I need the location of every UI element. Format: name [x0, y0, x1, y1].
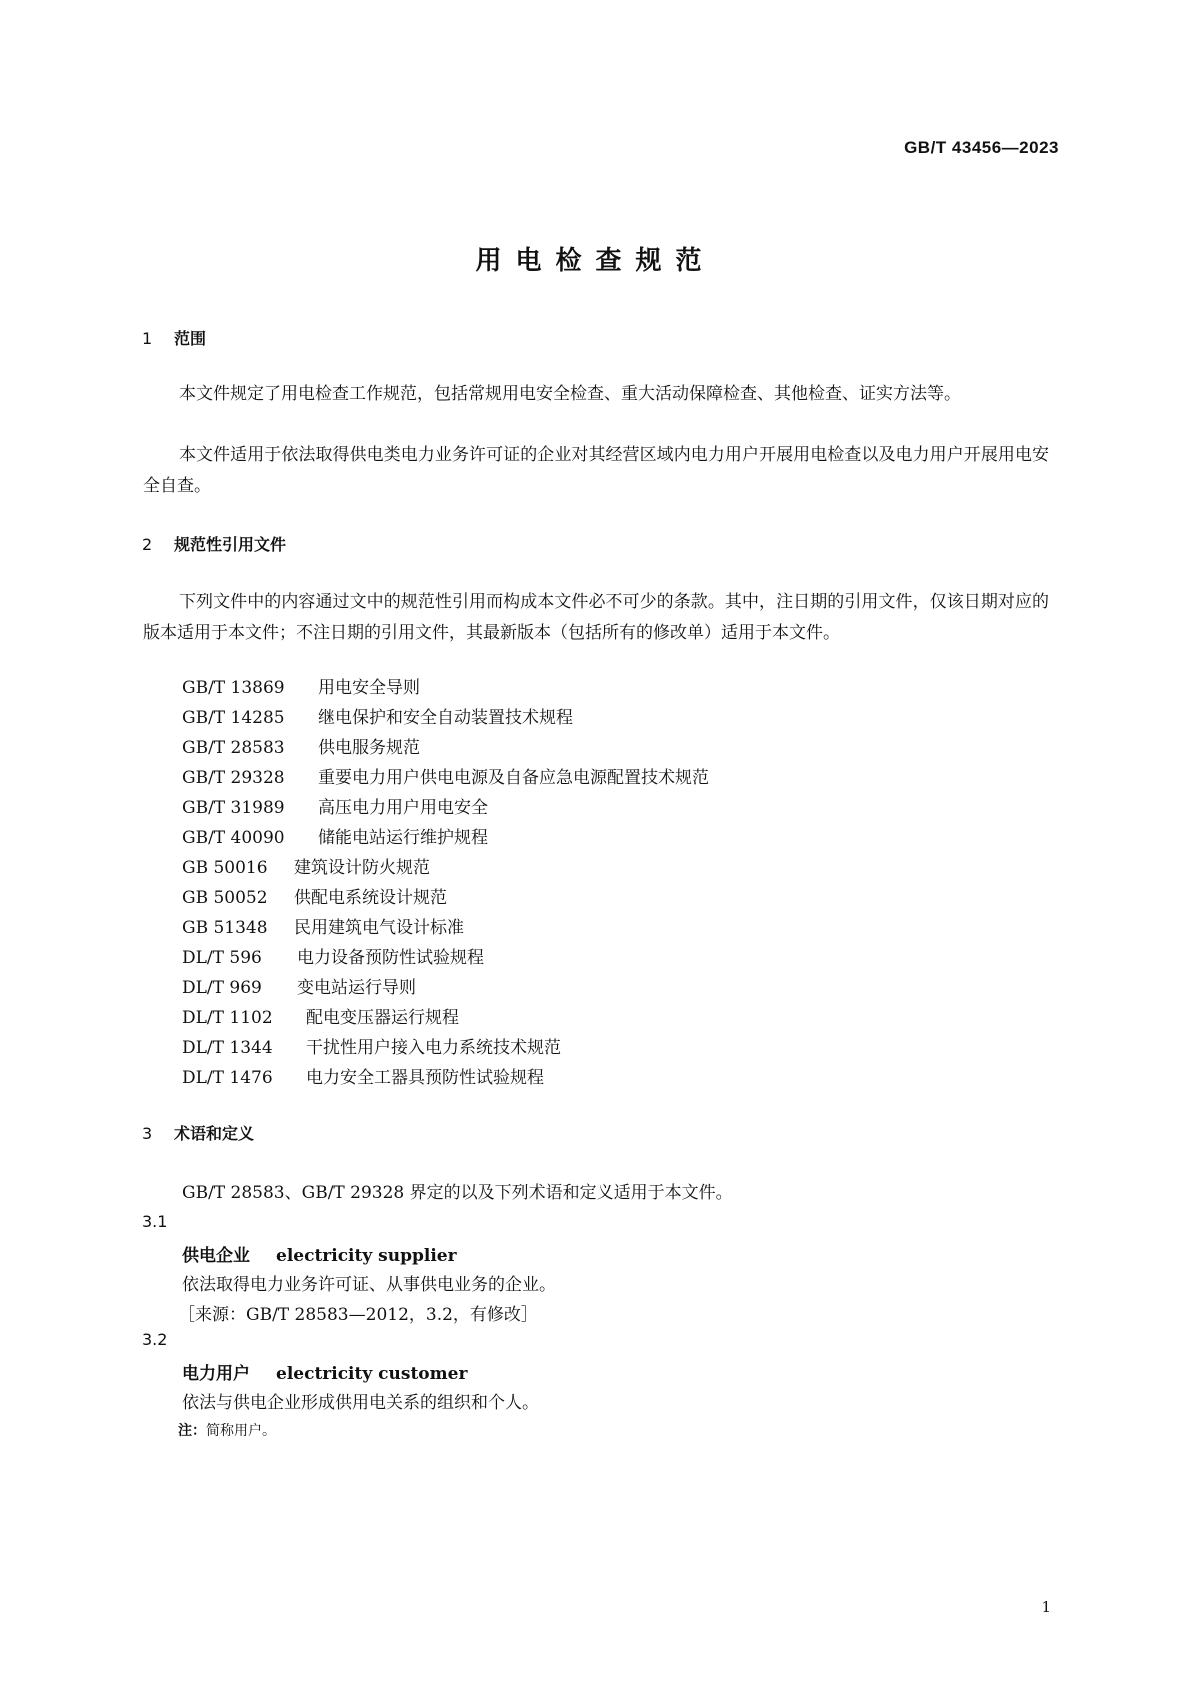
reference-code: GB/T 40090 [182, 828, 285, 848]
section-title: 术语和定义 [174, 1124, 255, 1143]
reference-item [182, 733, 420, 764]
term-number: 3.1 [142, 1212, 168, 1231]
reference-item [182, 763, 709, 794]
reference-code: GB 51348 [182, 918, 268, 938]
term-chinese: 供电企业 [182, 1246, 250, 1266]
section-number: 3 [142, 1124, 153, 1143]
reference-title: 高压电力用户用电安全 [318, 798, 488, 818]
reference-item [182, 943, 484, 974]
reference-code: GB/T 13869 [182, 678, 285, 698]
reference-code: GB/T 31989 [182, 798, 285, 818]
term-note [178, 1420, 276, 1440]
note-text: 简称用户。 [206, 1423, 276, 1439]
reference-title: 干扰性用户接入电力系统技术规范 [306, 1038, 561, 1058]
reference-code: GB 50016 [182, 858, 268, 878]
section-3-intro: GB/T 28583、GB/T 29328 界定的以及下列术语和定义适用于本文件。 [182, 1183, 733, 1203]
reference-title: 建筑设计防火规范 [294, 858, 430, 878]
reference-item [182, 973, 416, 1004]
reference-title: 变电站运行导则 [297, 978, 416, 998]
term-definition: 依法取得电力业务许可证、从事供电业务的企业。 [182, 1275, 556, 1295]
reference-title: 供电服务规范 [318, 738, 420, 758]
reference-item [182, 1033, 561, 1064]
reference-title: 继电保护和安全自动装置技术规程 [318, 708, 573, 728]
standard-code: GB/T 43456—2023 [904, 138, 1059, 157]
term-source: ［来源：GB/T 28583—2012，3.2，有修改］ [178, 1305, 538, 1325]
reference-code: DL/T 1344 [182, 1038, 273, 1058]
reference-code: DL/T 1102 [182, 1008, 273, 1028]
reference-code: DL/T 969 [182, 978, 262, 998]
term-chinese: 电力用户 [182, 1364, 250, 1384]
document-title: 用电检查规范 [475, 246, 716, 276]
term-definition: 依法与供电企业形成供用电关系的组织和个人。 [182, 1393, 539, 1413]
reference-item [182, 703, 573, 734]
term-heading [182, 1241, 457, 1266]
reference-code: GB/T 14285 [182, 708, 285, 728]
section-number: 2 [142, 535, 153, 554]
reference-item [182, 883, 447, 914]
section-2-heading [142, 532, 286, 555]
page-number: 1 [1041, 1598, 1051, 1616]
section-number: 1 [142, 329, 153, 348]
reference-code: DL/T 1476 [182, 1068, 273, 1088]
reference-item [182, 823, 488, 854]
reference-title: 用电安全导则 [318, 678, 420, 698]
term-english: electricity supplier [276, 1246, 457, 1266]
reference-item [182, 793, 488, 824]
reference-title: 民用建筑电气设计标准 [294, 918, 464, 938]
reference-item [182, 1003, 459, 1034]
section-3-heading [142, 1121, 254, 1144]
section-1-heading [142, 326, 206, 349]
reference-title: 储能电站运行维护规程 [318, 828, 488, 848]
note-label: 注： [178, 1423, 206, 1439]
section-title: 范围 [174, 329, 207, 348]
reference-item [182, 673, 420, 704]
reference-title: 供配电系统设计规范 [294, 888, 447, 908]
reference-title: 电力设备预防性试验规程 [297, 948, 484, 968]
reference-item [182, 1063, 544, 1094]
reference-code: GB 50052 [182, 888, 268, 908]
reference-title: 重要电力用户供电电源及自备应急电源配置技术规范 [318, 768, 709, 788]
reference-code: GB/T 28583 [182, 738, 285, 758]
term-number: 3.2 [142, 1330, 168, 1349]
reference-item [182, 853, 430, 884]
reference-code: GB/T 29328 [182, 768, 285, 788]
section-2-intro: 下列文件中的内容通过文中的规范性引用而构成本文件必不可少的条款。其中，注日期的引用文件，仅该日期对应的版本适用于本文件；不注日期的引用文件，其最新版本（包括所有的修改单）适用于本文件。 [143, 592, 1049, 643]
section-1-paragraph: 本文件适用于依法取得供电类电力业务许可证的企业对其经营区域内电力用户开展用电检查以及电力用户开展用电安全自查。 [143, 445, 1049, 496]
section-1-paragraph: 本文件规定了用电检查工作规范，包括常规用电安全检查、重大活动保障检查、其他检查、证实方法等。 [179, 384, 961, 404]
reference-title: 配电变压器运行规程 [306, 1008, 459, 1028]
section-title: 规范性引用文件 [174, 535, 287, 554]
reference-code: DL/T 596 [182, 948, 262, 968]
reference-title: 电力安全工器具预防性试验规程 [306, 1068, 544, 1088]
term-english: electricity customer [276, 1364, 468, 1384]
reference-item [182, 913, 464, 944]
term-heading [182, 1359, 467, 1384]
